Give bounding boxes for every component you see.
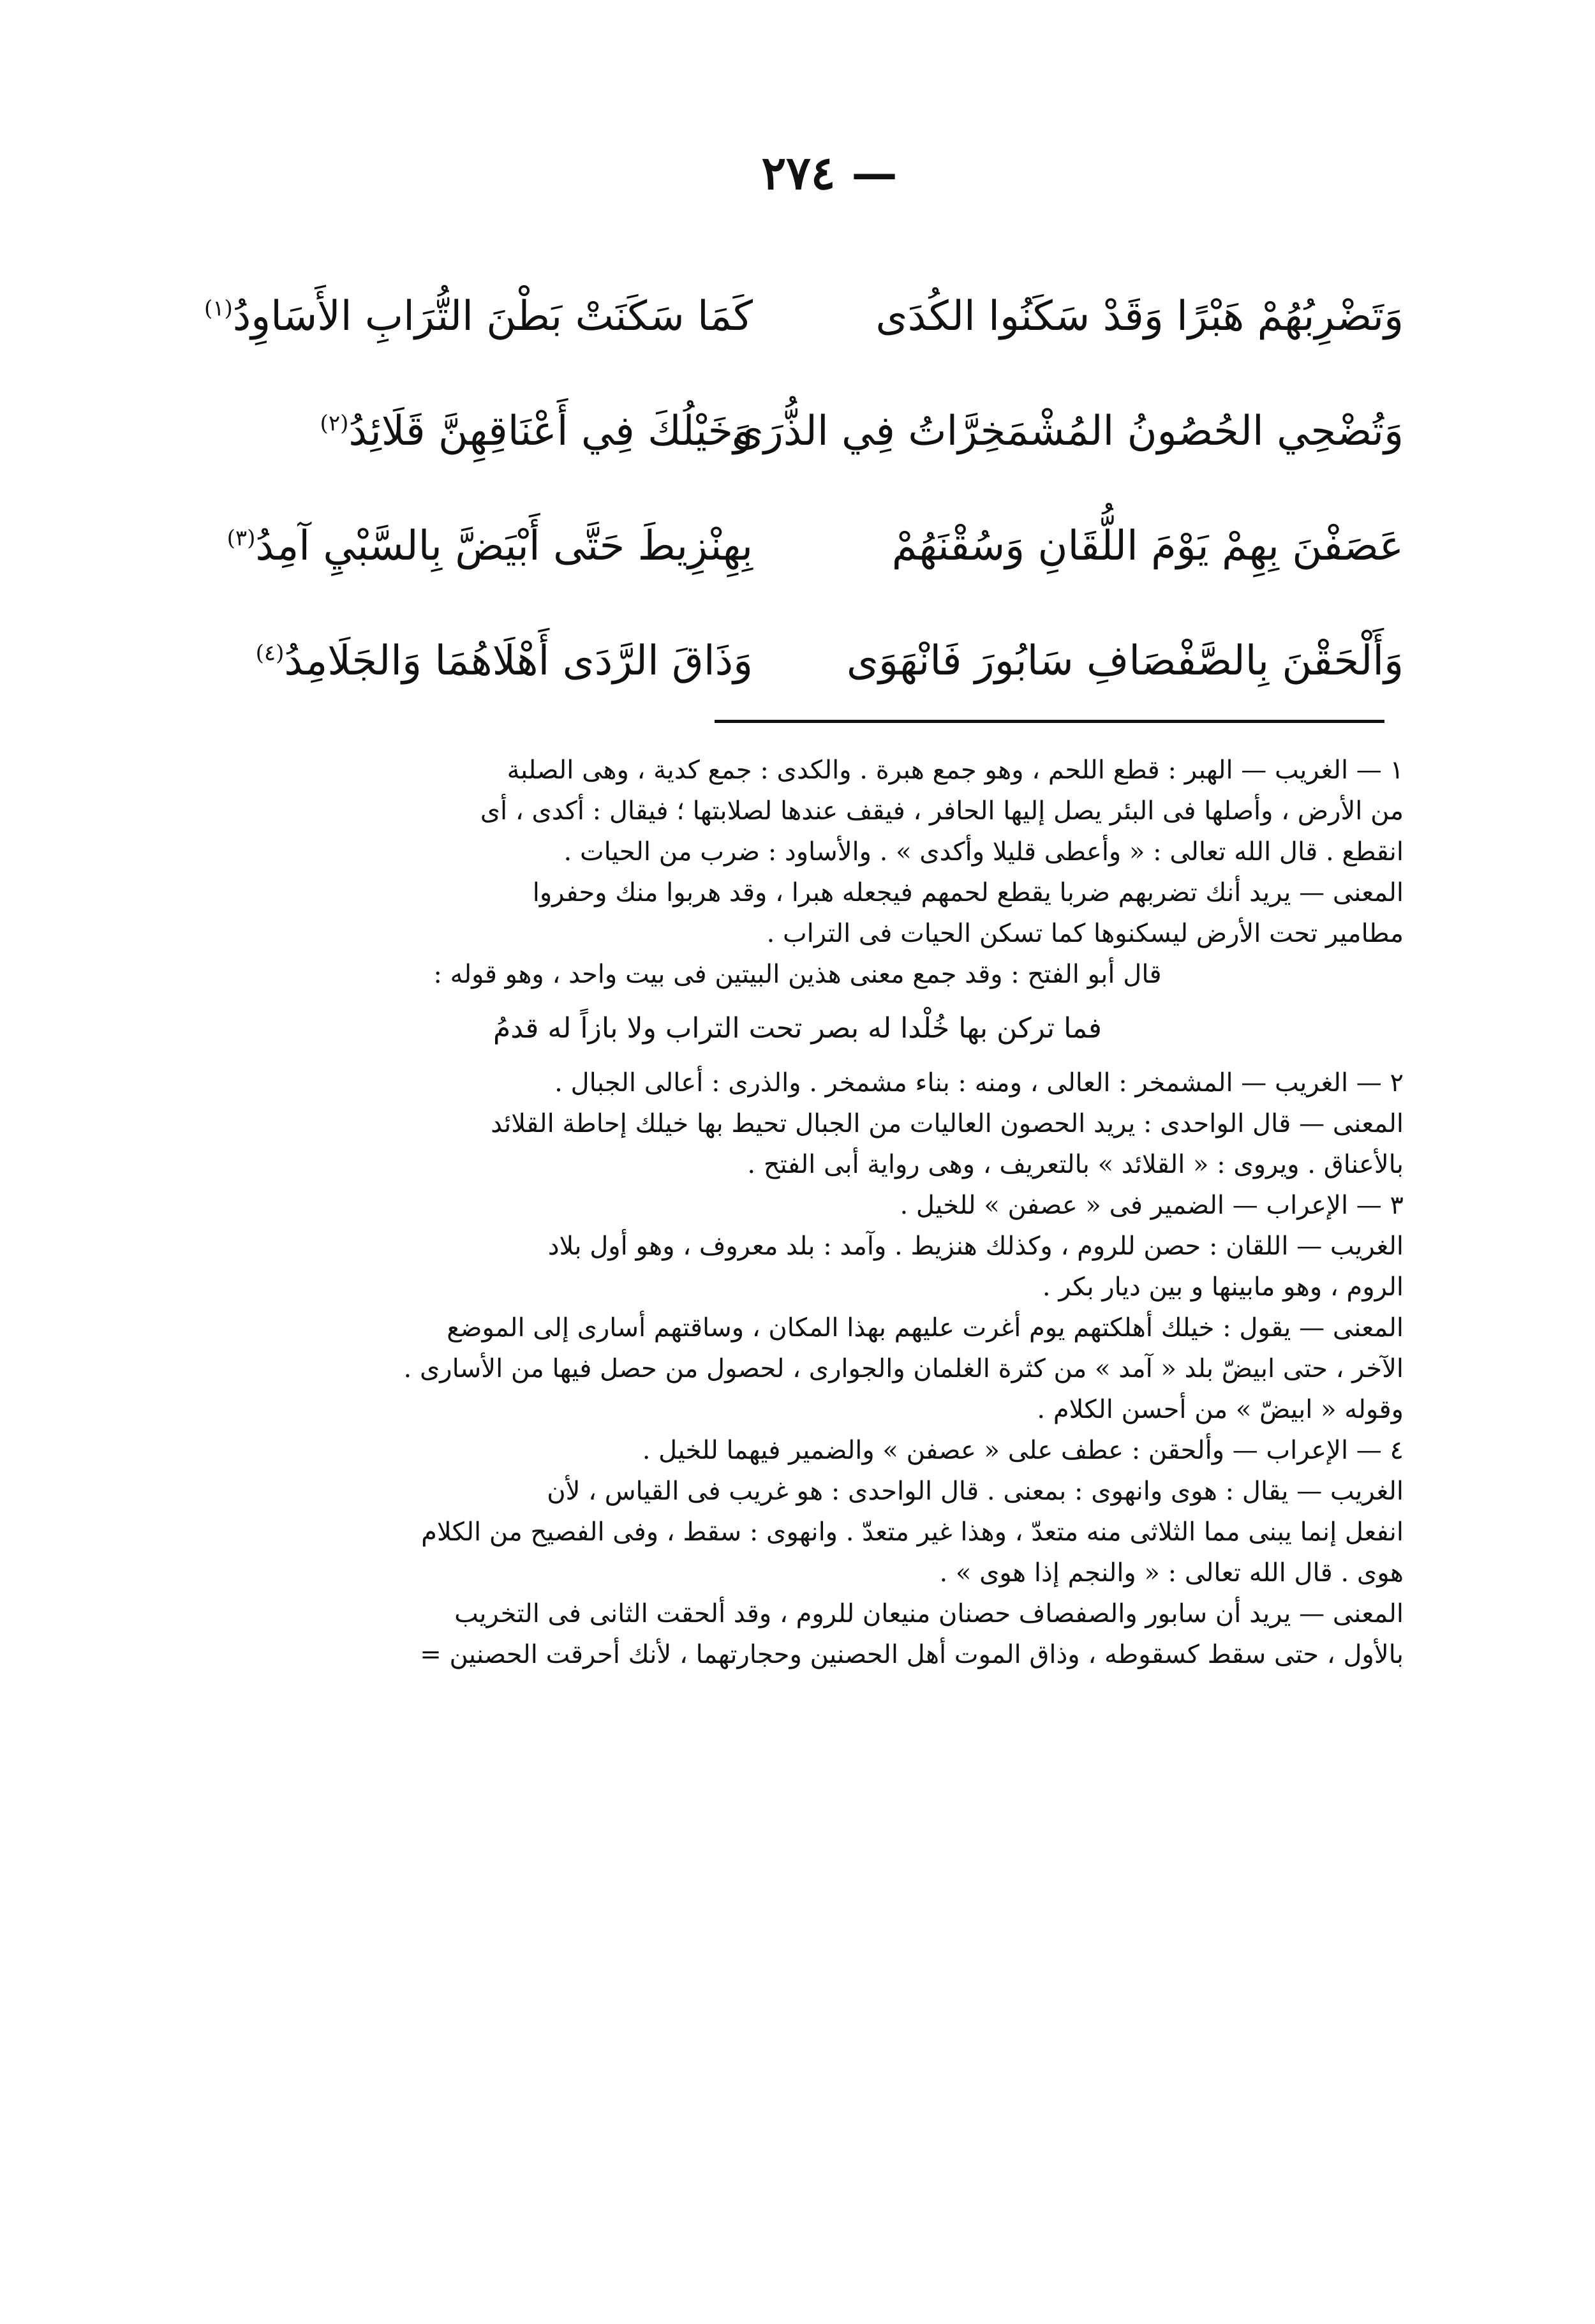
footnote-divider (715, 720, 1384, 723)
note-line: الغريب — يقال : هوى وانهوى : بمعنى . قال الواحدى : هو غريب فى القياس ، لأن (547, 1477, 1404, 1507)
verse-first-hemistich: وَتُضْحِي الحُصُونُ المُشْمَخِرَّاتُ فِي الذُّرَى (731, 408, 1404, 456)
verse-line (191, 341, 1404, 456)
footnotes (191, 750, 1404, 1675)
note-abu-alfath: قال أبو الفتح : وقد جمع معنى هذين البيتين فى بيت واحد ، وهو قوله : (433, 960, 1162, 989)
note-line: هوى . قال الله تعالى : « والنجم إذا هوى » . (939, 1558, 1404, 1588)
note-line: المعنى — يقول : خيلك أهلكتهم يوم أغرت عليهم بهذا المكان ، وساقتهم أسارى إلى الموضع (447, 1313, 1404, 1343)
note-line: بالأعناق . ويروى : « القلائد » بالتعريف ، وهى رواية أبى الفتح . (747, 1150, 1404, 1180)
note-line: الآخر ، حتى ابيضّ بلد « آمد » من كثرة الغلمان والجوارى ، لحصول من حصل فيها من الأسارى . (403, 1354, 1404, 1384)
verse-second-hemistich (191, 407, 753, 456)
verse-second-hemistich (191, 637, 753, 686)
note-line: الروم ، وهو مابينها و بين ديار بكر . (1042, 1272, 1404, 1302)
note-line: من الأرض ، وأصلها فى البئر يصل إليها الحافر ، فيقف عندها لصلابتها ؛ فيقال : أكدى ، أى (480, 796, 1404, 826)
quoted-verse: فما تركن بها خُلْدا له بصر تحت التراب ولا بازاً له قدمُ (493, 1012, 1102, 1045)
note-line: الغريب — اللقان : حصن للروم ، وكذلك هنزيط . وآمد : بلد معروف ، وهو أول بلاد (547, 1232, 1404, 1262)
verse-second-text: بِهِنْزِيطَ حَتَّى أَبْيَضَّ بِالسَّبْيِ آمِدُ (255, 523, 753, 570)
note-line: مطامير تحت الأرض ليسكنوها كما تسكن الحيات فى التراب . (766, 919, 1404, 948)
verse-first-hemistich: وَأَلْحَقْنَ بِالصَّفْصَافِ سَابُورَ فَانْهَوَى (846, 637, 1404, 685)
note-line: ٣ — الإعراب — الضمير فى « عصفن » للخيل . (900, 1191, 1404, 1221)
note-line: ١ — الغريب — الهبر : قطع اللحم ، وهو جمع هبرة . والكدى : جمع كدية ، وهى الصلبة (507, 756, 1404, 785)
verse-second-text: وَذَاقَ الرَّدَى أَهْلَاهُمَا وَالجَلَامِدُ (284, 637, 753, 685)
note-line: وقوله « ابيضّ » من أحسن الكلام . (1037, 1395, 1404, 1425)
note-line: المعنى — يريد أنك تضربهم ضربا يقطع لحمهم فيجعله هبرا ، وقد هربوا منك وحفروا (532, 878, 1404, 907)
note-line: المعنى — يريد أن سابور والصفصاف حصنان منيعان للروم ، وقد ألحقت الثانى فى التخريب (454, 1599, 1404, 1629)
verse-first-hemistich: عَصَفْنَ بِهِمْ يَوْمَ اللُّقَانِ وَسُقْنَهُمْ (891, 523, 1404, 570)
note-line: ٢ — الغريب — المشمخر : العالى ، ومنه : بناء مشمخر . والذرى : أعالى الجبال . (554, 1068, 1404, 1098)
footnote-ref: (٤) (255, 640, 285, 666)
footnote-ref: (٣) (226, 525, 256, 551)
verse-line (191, 227, 1404, 341)
verse-second-text: كَمَا سَكَنَتْ بَطْنَ التُّرَابِ الأَسَاوِدُ (232, 293, 753, 341)
verse-second-hemistich (191, 522, 753, 571)
verse-second-text: وَخَيْلُكَ فِي أَعْنَاقِهِنَّ قَلَائِدُ (348, 408, 753, 456)
note-line: بالأول ، حتى سقط كسقوطه ، وذاق الموت أهل الحصنين وحجارتهما ، لأنك أحرقت الحصنين = (420, 1640, 1404, 1670)
verse-first-hemistich: وَتَضْرِبُهُمْ هَبْرًا وَقَدْ سَكَنُوا الكُدَى (875, 293, 1404, 341)
note-line: انقطع . قال الله تعالى : « وأعطى قليلا وأكدى » . والأساود : ضرب من الحيات . (563, 837, 1404, 867)
verse-line (191, 456, 1404, 571)
footnote-ref: (١) (204, 295, 233, 322)
page-number: — ٢٧٤ (761, 145, 898, 200)
note-line: انفعل إنما يبنى مما الثلاثى منه متعدّ ، وهذا غير متعدّ . وانهوى : سقط ، وفى الفصيح من الكلام (421, 1517, 1404, 1547)
verse-line (191, 571, 1404, 686)
footnote-ref: (٢) (320, 410, 349, 436)
note-line: المعنى — قال الواحدى : يريد الحصون العاليات من الجبال تحيط بها خيلك إحاطة القلائد (491, 1109, 1404, 1139)
verse-second-hemistich (191, 292, 753, 341)
poem (191, 227, 1404, 686)
note-line: ٤ — الإعراب — وألحقن : عطف على « عصفن » والضمير فيهما للخيل . (642, 1436, 1404, 1466)
